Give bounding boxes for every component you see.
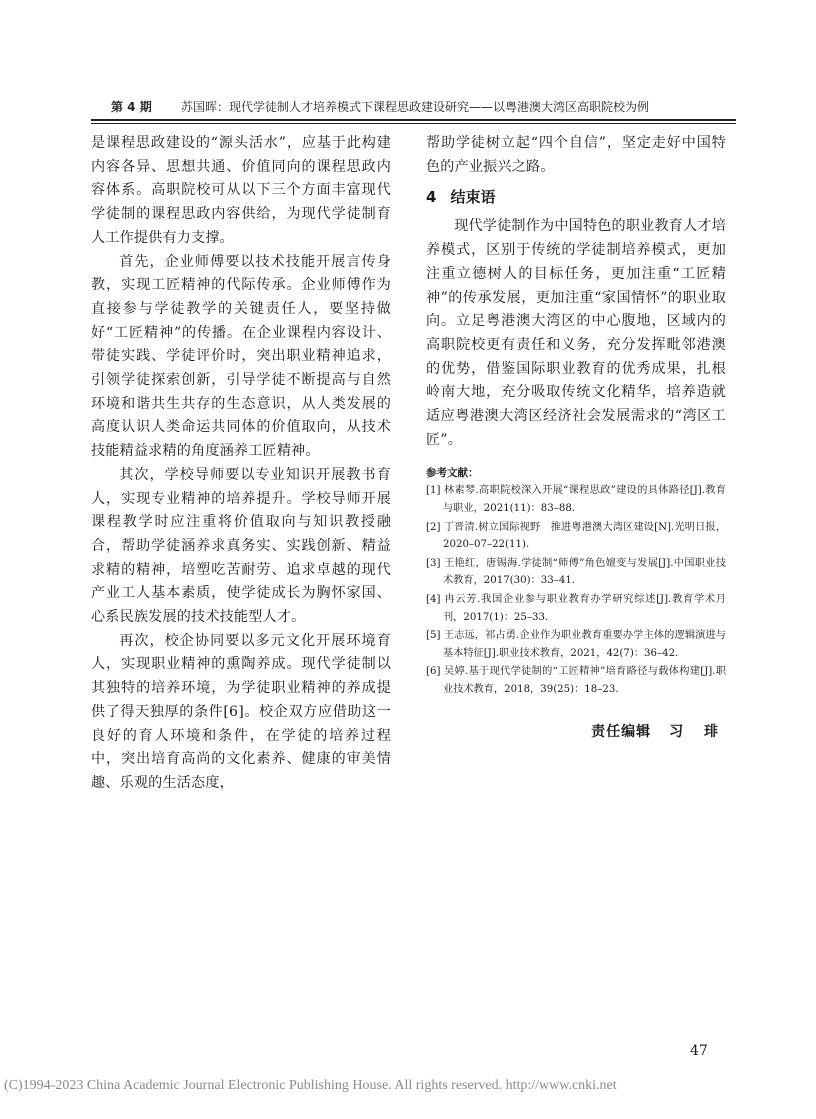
paragraph: 再次，校企协同要以多元文化开展环境育人，实现职业精神的熏陶养成。现代学徒制以其独特的培养环境，为学徒职业精神的养成提供了得天独厚的条件[6]。校企双方应借助这一良好的育人环境和条件，在学徒的培养过程中，突出培育高尚的文化素养、健康的审美情趣、乐观的生活态度， [91,632,391,791]
editor-name: 习 琲 [669,723,726,740]
section-heading [426,185,726,209]
reference-item: [2] 丁晋清.树立国际视野 推进粤港澳大湾区建设[N].光明日报，2020–07–22(11). [426,521,726,551]
header-rule-thin [91,123,736,124]
page-number: 47 [690,1043,708,1059]
paragraph: 首先，企业师傅要以技术技能开展言传身教，实现工匠精神的代际传承。企业师傅作为直接参与学徒教学的关键责任人，要坚持做好“工匠精神”的传播。在企业课程内容设计、带徒实践、学徒评价时，突出职业精神追求，引领学徒探索创新，引导学徒不断提高与自然环境和谐共生共存的生态意识，从人类发展的高度认识人类命运共同体的价值取向，从技术技能精益求精的角度涵养工匠精神。 [91,253,391,460]
issue-number: 第 4 期 [111,100,152,114]
header-rule [91,119,736,121]
reference-item: [5] 王志远，祁占勇.企业作为职业教育重要办学主体的逻辑演进与基本特征[J].职业技术教育，2021，42(7)：36–42. [426,630,726,659]
paragraph: 其次，学校导师要以专业知识开展教书育人，实现专业精神的培养提升。学校导师开展课程教学时应注重将价值取向与知识教授融合，帮助学徒涵养求真务实、实践创新、精益求精的精神，培塑吃苦耐劳、追求卓越的现代产业工人基本素质，使学徒成长为胸怀家国、心系民族发展的技术技能型人才。 [91,466,391,626]
paragraph: 是课程思政建设的“源头活水”，应基于此构建内容各异、思想共通、价值同向的课程思政内容体系。高职院校可从以下三个方面丰富现代学徒制的课程思政内容供给，为现代学徒制育人工作提供有力支撑。 [91,135,391,246]
running-title: 苏国晖：现代学徒制人才培养模式下课程思政建设研究——以粤港澳大湾区高职院校为例 [181,100,650,114]
section-title: 结束语 [450,188,496,207]
right-column [426,132,726,741]
reference-item: [1] 林素琴.高职院校深入开展“课程思政”建设的具体路径[J].教育与职业，2021(11)：83–88. [426,485,726,515]
paragraph: 帮助学徒树立起“四个自信”，坚定走好中国特色的产业振兴之路。 [426,135,726,175]
left-column [91,132,391,796]
section-number: 4 [426,188,437,207]
references-title: 参考文献： [426,467,479,480]
reference-item: [6] 吴婷.基于现代学徒制的“工匠精神”培育路径与载体构建[J].职业技术教育，2018，39(25)：18–23. [426,666,726,695]
editor-label: 责任编辑 [591,723,652,740]
reference-item: [3] 王艳红，唐锡海.学徒制“师傅”角色嬗变与发展[J].中国职业技术教育，2017(30)：33–41. [426,557,726,587]
copyright-footer: (C)1994-2023 China Academic Journal Electronic Publishing House. All rights reserved. http://www.cnki.net [4,1078,617,1093]
running-header [91,92,736,118]
responsible-editor [426,721,726,741]
paragraph: 现代学徒制作为中国特色的职业教育人才培养模式，区别于传统的学徒制培养模式，更加注重立德树人的目标任务，更加注重“工匠精神”的传承发展，更加注重“家国情怀”的职业取向。立足粤港澳大湾区的中心腹地，区域内的高职院校更有责任和义务，充分发挥毗邻港澳的优势，借鉴国际职业教育的优秀成果，扎根岭南大地，充分吸取传统文化精华，培养造就适应粤港澳大湾区经济社会发展需求的“湾区工匠”。 [426,218,726,448]
reference-item: [4] 冉云芳.我国企业参与职业教育办学研究综述[J].教育学术月刊，2017(1)：25–33. [426,594,726,623]
